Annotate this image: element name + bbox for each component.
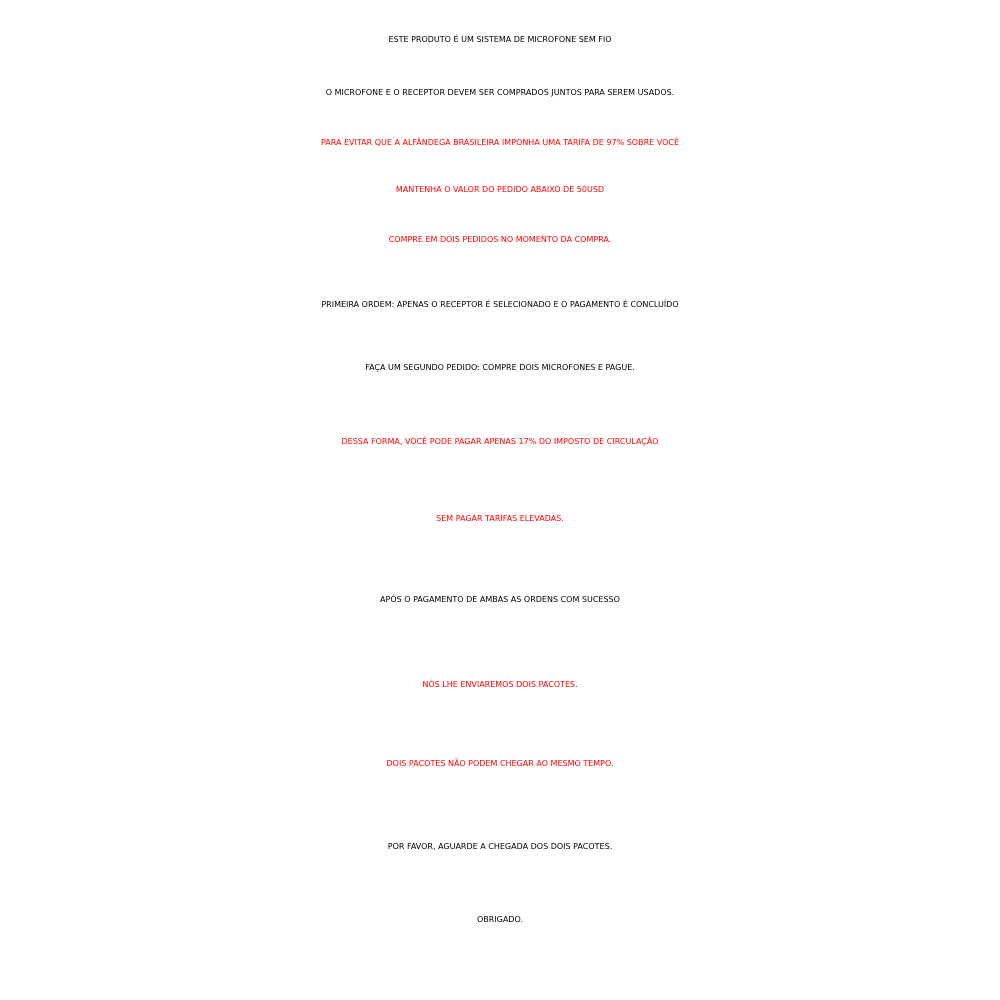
- no-high-tariffs-line: SEM PAGAR TARIFAS ELEVADAS.: [436, 514, 564, 523]
- after-payment-line: APÓS O PAGAMENTO DE AMBAS AS ORDENS COM SUCESSO: [380, 595, 620, 604]
- thank-you-line: OBRIGADO.: [476, 915, 524, 924]
- two-packages-line: NÓS LHE ENVIAREMOS DOIS PACOTES.: [422, 680, 578, 689]
- product-description-line: ESTE PRODUTO É UM SISTEMA DE MICROFONE SEM FIO: [388, 35, 612, 44]
- order-value-limit-line: MANTENHA O VALOR DO PEDIDO ABAIXO DE 50USD: [395, 185, 605, 194]
- tax-savings-line: DESSA FORMA, VOCÊ PODE PAGAR APENAS 17% DO IMPOSTO DE CIRCULAÇÃO: [341, 437, 659, 446]
- arrival-timing-line: DOIS PACOTES NÃO PODEM CHEGAR AO MESMO TEMPO.: [386, 759, 614, 768]
- second-order-instruction-line: FAÇA UM SEGUNDO PEDIDO: COMPRE DOIS MICROFONES E PAGUE.: [365, 363, 635, 372]
- purchase-together-line: O MICROFONE E O RECEPTOR DEVEM SER COMPRADOS JUNTOS PARA SEREM USADOS.: [325, 88, 675, 97]
- two-orders-line: COMPRE EM DOIS PEDIDOS NO MOMENTO DA COMPRA.: [388, 235, 612, 244]
- customs-tariff-warning-line: PARA EVITAR QUE A ALFÂNDEGA BRASILEIRA IMPONHA UMA TARIFA DE 97% SOBRE VOCÊ: [320, 138, 680, 147]
- please-wait-line: POR FAVOR, AGUARDE A CHEGADA DOS DOIS PACOTES.: [387, 842, 613, 851]
- first-order-instruction-line: PRIMEIRA ORDEM: APENAS O RECEPTOR É SELECIONADO E O PAGAMENTO É CONCLUÍDO: [321, 300, 679, 309]
